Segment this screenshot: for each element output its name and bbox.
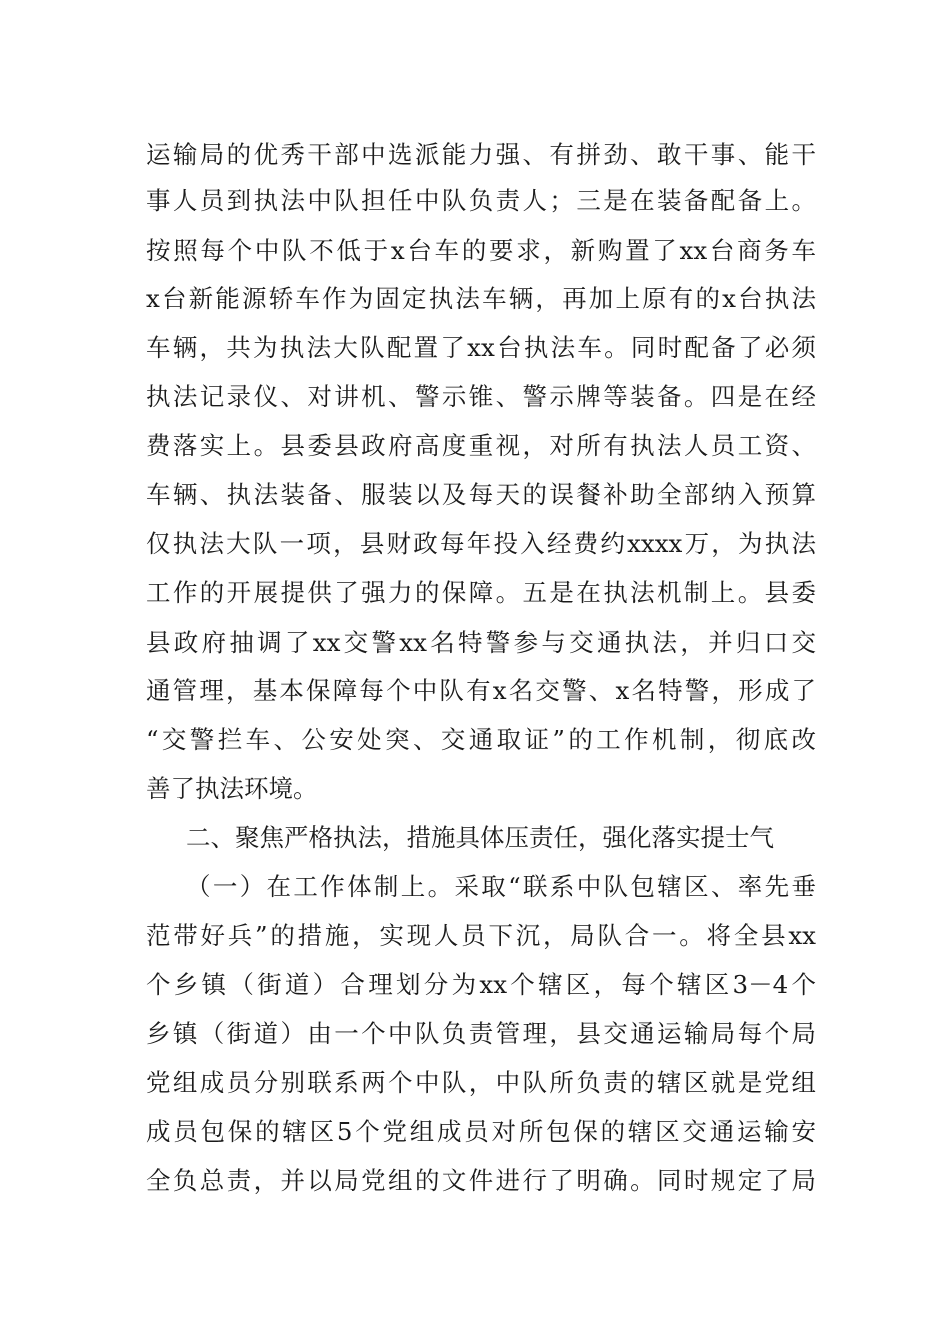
text-line: 全负总责，并以局党组的文件进行了明确。同时规定了局 — [146, 1166, 816, 1195]
text-line: 费落实上。县委县政府高度重视，对所有执法人员工资、 — [146, 431, 816, 460]
text-line: 工作的开展提供了强力的保障。五是在执法机制上。县委 — [146, 578, 816, 607]
text-line: 个乡镇（街道）合理划分为xx个辖区，每个辖区3－4个 — [146, 970, 816, 999]
paragraph-end-line: 善了执法环境。 — [146, 774, 318, 803]
text-line: 通管理，基本保障每个中队有x名交警、x名特警，形成了 — [146, 676, 816, 705]
text-line: “交警拦车、公安处突、交通取证”的工作机制，彻底改 — [146, 725, 816, 754]
text-line: 运输局的优秀干部中选派能力强、有拼劲、敢干事、能干 — [146, 140, 816, 169]
text-line: 车辆、执法装备、服装以及每天的误餐补助全部纳入预算 — [146, 480, 816, 509]
section-heading: 二、聚焦严格执法，措施具体压责任，强化落实提士气 — [186, 823, 774, 852]
text-line: 事人员到执法中队担任中队负责人；三是在装备配备上。 — [146, 186, 816, 215]
text-line: 执法记录仪、对讲机、警示锥、警示牌等装备。四是在经 — [146, 382, 816, 411]
text-line: 车辆，共为执法大队配置了xx台执法车。同时配备了必须 — [146, 333, 816, 362]
subsection-heading-line: （一）在工作体制上。采取“联系中队包辖区、率先垂 — [186, 872, 816, 901]
text-line: x台新能源轿车作为固定执法车辆，再加上原有的x台执法 — [146, 284, 816, 313]
text-line: 范带好兵”的措施，实现人员下沉，局队合一。将全县xx — [146, 921, 816, 950]
text-line: 成员包保的辖区5个党组成员对所包保的辖区交通运输安 — [146, 1117, 816, 1146]
text-line: 按照每个中队不低于x台车的要求，新购置了xx台商务车 — [146, 236, 816, 265]
text-line: 乡镇（街道）由一个中队负责管理，县交通运输局每个局 — [146, 1019, 816, 1048]
text-line: 仅执法大队一项，县财政每年投入经费约xxxx万，为执法 — [146, 529, 816, 558]
text-line: 县政府抽调了xx交警xx名特警参与交通执法，并归口交 — [146, 628, 816, 657]
text-line: 党组成员分别联系两个中队，中队所负责的辖区就是党组 — [146, 1068, 816, 1097]
